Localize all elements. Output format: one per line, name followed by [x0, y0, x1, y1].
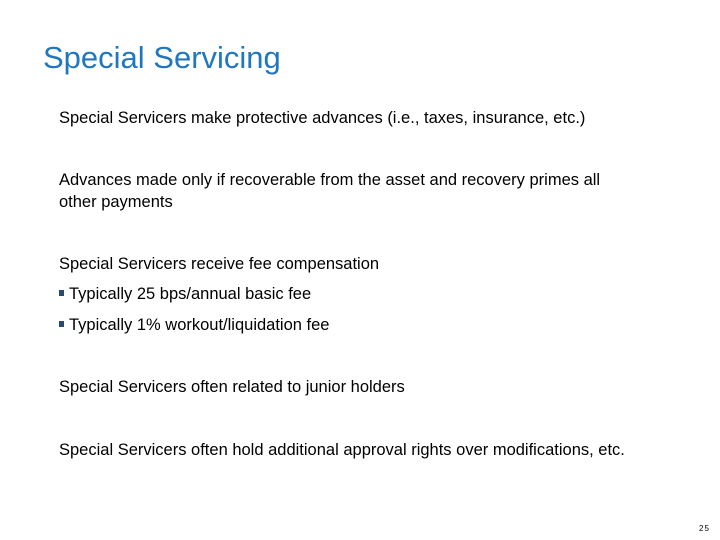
body-item-line: other payments: [59, 193, 173, 211]
page-number: 25: [699, 524, 710, 533]
sub-item: [59, 314, 329, 336]
body-item: Special Servicers receive fee compensation: [59, 255, 380, 273]
sub-item-text: Typically 1% workout/liquidation fee: [69, 316, 330, 334]
body-item: Special Servicers often hold additional approval rights over modifications, etc.: [59, 441, 625, 459]
body-item: Special Servicers make protective advances (i.e., taxes, insurance, etc.): [59, 109, 586, 127]
square-bullet-icon: [59, 290, 64, 296]
body-item-line: Advances made only if recoverable from the asset and recovery primes all: [59, 171, 601, 189]
slide-title: Special Servicing: [43, 40, 281, 75]
sub-item: [59, 283, 311, 305]
body-item: Special Servicers often related to junior holders: [59, 378, 405, 396]
sub-item-text: Typically 25 bps/annual basic fee: [69, 285, 312, 303]
square-bullet-icon: [59, 321, 64, 327]
